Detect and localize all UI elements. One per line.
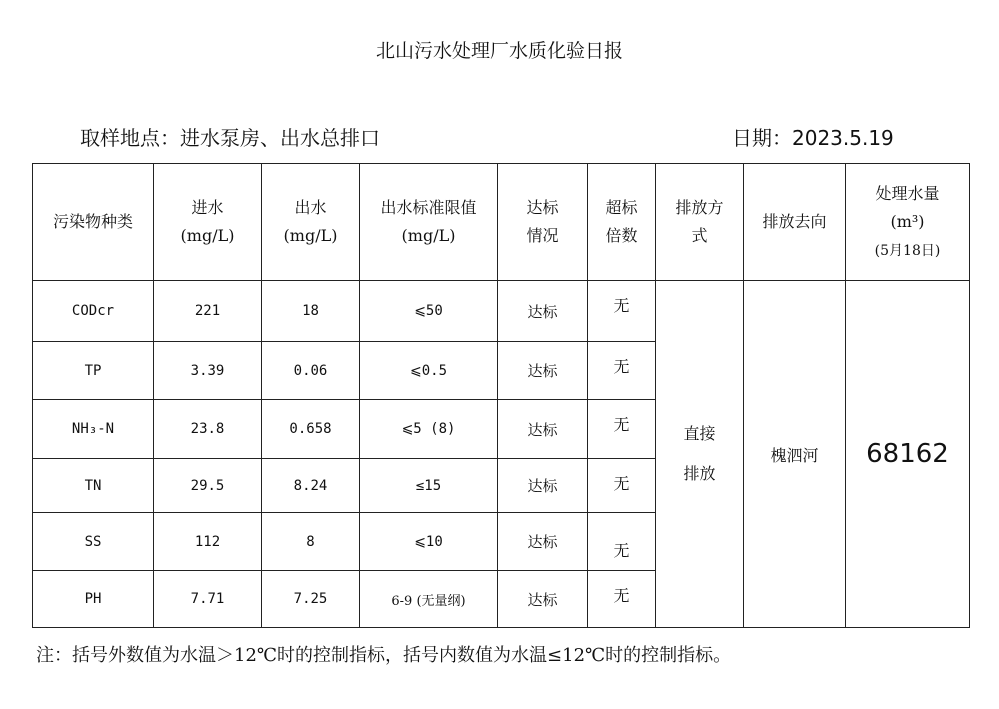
influent-cell: 3.39 [154,342,262,400]
header-influent: 进水 (mg/L) [154,164,262,281]
pollutant-cell: TP [33,342,154,400]
compliance-cell: 达标 [498,459,588,513]
exceed-cell: 无 [588,459,656,513]
influent-cell: 29.5 [154,459,262,513]
compliance-cell: 达标 [498,513,588,571]
compliance-cell: 达标 [498,571,588,628]
effluent-cell: 0.06 [262,342,360,400]
effluent-cell: 0.658 [262,400,360,459]
pollutant-cell: SS [33,513,154,571]
limit-cell: 6-9 (无量纲) [360,571,498,628]
treated-volume-cell: 68162 [846,281,970,628]
compliance-cell: 达标 [498,281,588,342]
influent-cell: 7.71 [154,571,262,628]
exceed-cell: 无 [588,513,656,571]
header-exceed: 超标 倍数 [588,164,656,281]
limit-cell: ⩽0.5 [360,342,498,400]
effluent-cell: 8.24 [262,459,360,513]
report-title: 北山污水处理厂水质化验日报 [375,40,623,62]
water-quality-table [32,163,970,628]
limit-cell: ⩽10 [360,513,498,571]
sampling-location: 取样地点：进水泵房、出水总排口 [80,126,380,150]
header-pollutant: 污染物种类 [33,164,154,281]
footnote: 注：括号外数值为水温＞12℃时的控制指标，括号内数值为水温≤12℃时的控制指标。 [36,645,732,666]
compliance-cell: 达标 [498,400,588,459]
pollutant-cell: NH₃-N [33,400,154,459]
header-compliance: 达标 情况 [498,164,588,281]
compliance-cell: 达标 [498,342,588,400]
exceed-cell: 无 [588,281,656,342]
influent-cell: 221 [154,281,262,342]
limit-cell: ⩽5 (8) [360,400,498,459]
header-effluent: 出水 (mg/L) [262,164,360,281]
header-discharge-method: 排放方 式 [656,164,744,281]
effluent-cell: 18 [262,281,360,342]
report-date: 日期：2023.5.19 [732,126,894,150]
limit-cell: ⩽50 [360,281,498,342]
pollutant-cell: PH [33,571,154,628]
header-volume: 处理水量 (m³) (5月18日) [846,164,970,281]
exceed-cell: 无 [588,571,656,628]
pollutant-cell: CODcr [33,281,154,342]
discharge-method-cell: 直接 排放 [656,281,744,628]
effluent-cell: 8 [262,513,360,571]
effluent-cell: 7.25 [262,571,360,628]
header-limit: 出水标准限值 (mg/L) [360,164,498,281]
pollutant-cell: TN [33,459,154,513]
limit-cell: ≤15 [360,459,498,513]
influent-cell: 112 [154,513,262,571]
exceed-cell: 无 [588,400,656,459]
header-row [33,164,970,281]
table-row [33,281,970,342]
discharge-destination-cell: 槐泗河 [744,281,846,628]
influent-cell: 23.8 [154,400,262,459]
header-discharge-destination: 排放去向 [744,164,846,281]
exceed-cell: 无 [588,342,656,400]
